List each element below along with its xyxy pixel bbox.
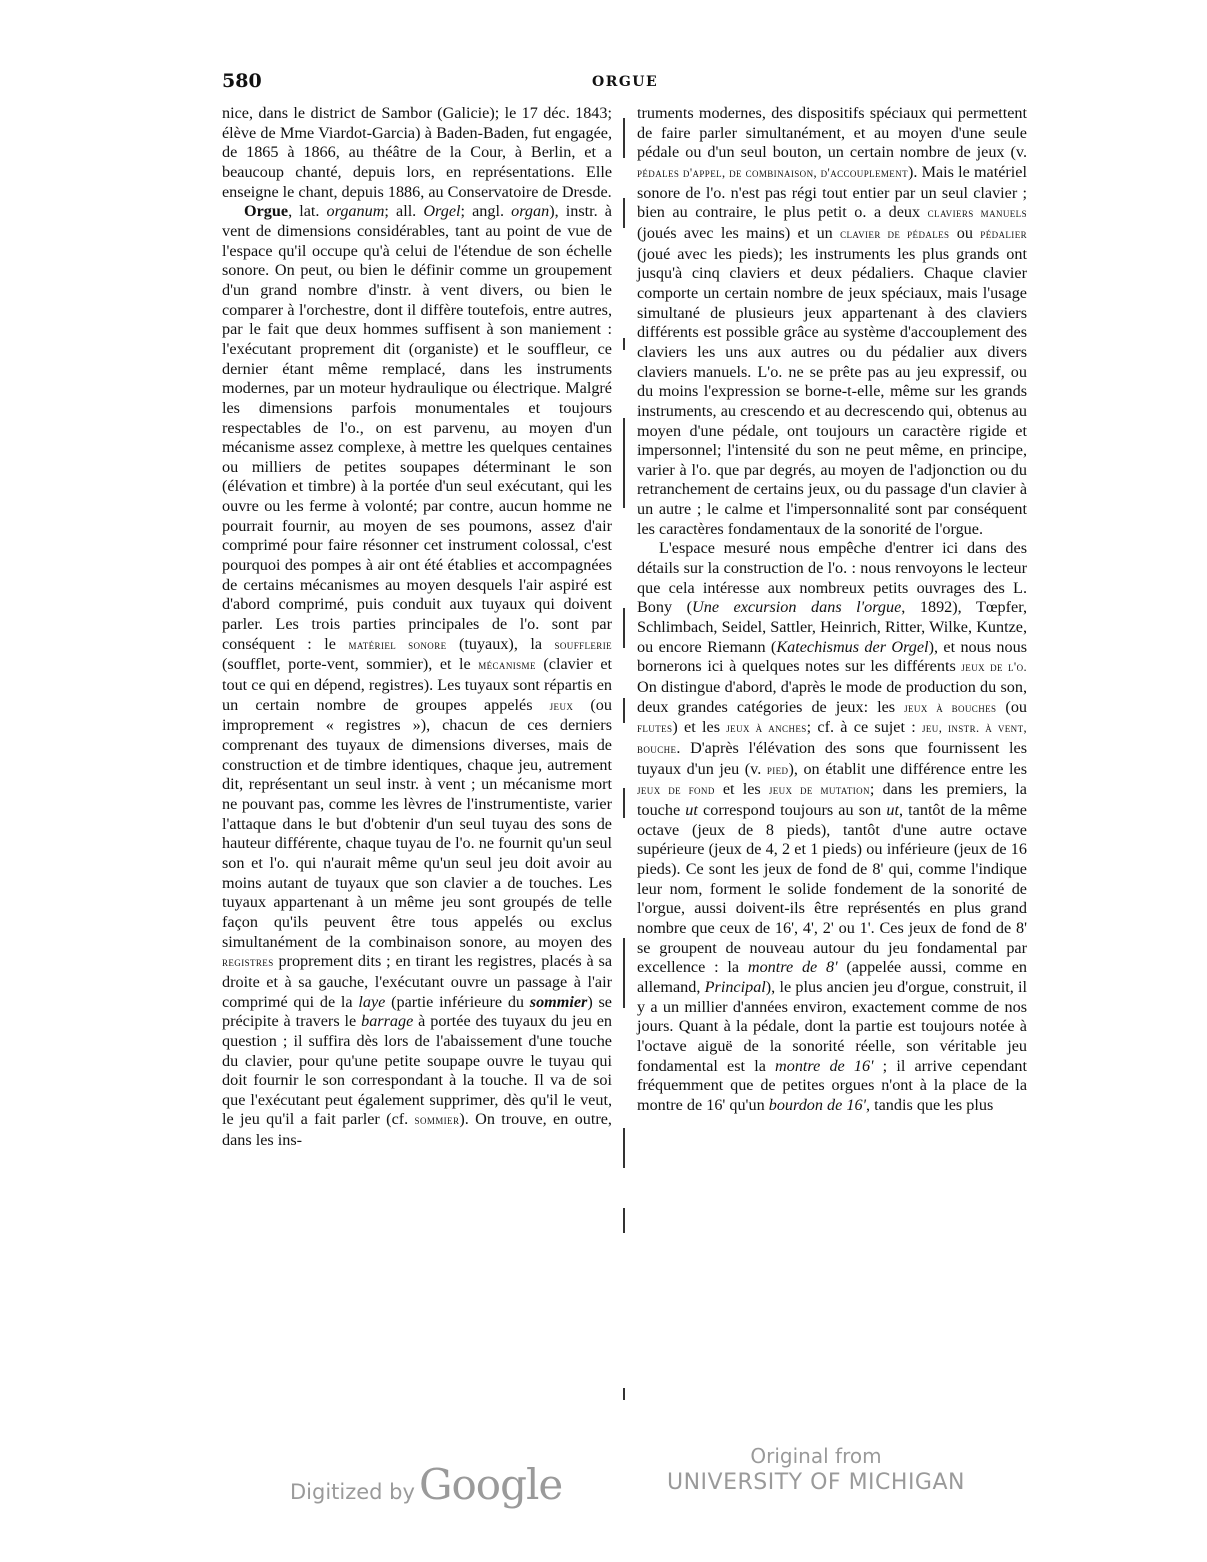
paragraph-jeux [637, 539, 1027, 1115]
cross-ref: mécanisme [478, 658, 536, 673]
cross-ref: registres [222, 955, 274, 970]
italic-term: sommier [529, 992, 588, 1011]
text-run: L'espace mesuré nous empêche d'entrer ici dans des détails sur la construction de l'o. : nous renvoyons le lecteur que cela intéresse aux nombreux petits ouvrages des L. Bony ( [637, 539, 1027, 617]
running-head: ORGUE [592, 74, 659, 90]
text-run: , 1892), Tœpfer, Schlimbach, Seidel, Sattler, Heinrich, Ritter, Wilke, Kuntze, ou encore Riemann ( [637, 598, 1028, 656]
page-header [222, 70, 1030, 100]
text-run: et les [714, 780, 769, 799]
text-run: . D'après l'élévation des sons que fournissent les tuyaux d'un jeu (v. [637, 739, 1027, 778]
text-run: (tuyaux), la [446, 634, 555, 653]
cross-ref: soufflerie [554, 637, 613, 652]
text-run: ), et nous nous bornerons ici à quelques notes sur les différents [637, 637, 1027, 676]
cross-ref: clavier de pédales [840, 226, 950, 241]
text-run: On distingue d'abord, d'après le mode de production du son, deux grandes catégories de jeux: les [637, 678, 1027, 716]
text-run: ), le plus ancien jeu d'orgue, construit, il y a un millier d'années environ, exactement comme de nos jours. Quant à la pédale, dont la partie est toujours notée à l'octave aiguë de la sonorité réelle, son véritable jeu fondamental est la [637, 977, 1028, 1075]
paragraph-orgue-definition [222, 202, 612, 1151]
text-run: proprement dits ; en tirant les registres, placés à sa droite et à sa gauche, l'exécutant ouvre un passage à l'air comprimé qui de la [222, 952, 612, 1011]
book-title: Katechismus der Orgel [776, 637, 929, 656]
original-from-label: Original from [750, 1444, 882, 1468]
text-run: ; angl. [460, 202, 512, 221]
text-run: , tantôt de la même octave (jeux de 8 pieds), tantôt d'une autre octave supérieure (jeux de 4, 2 et 1 pieds) ou inférieure (jeux de 16 pieds). Ce sont les jeux de fond de 8' qui, comme l'indique leur nom, forment le solide fondement de la sonorité de l'orgue, aussi doivent-ils être représentés en plus grand nombre que ceux de 16', 4', 2' ou 1'. Ces jeux de fond de 8' se groupent de nouveau autour du jeu fondamental par excellence : la [637, 800, 1027, 977]
text-run: correspond toujours au son [697, 800, 887, 819]
text-run: (joué avec les pieds); les instruments les plus grands ont jusqu'à cinq claviers et deux pédaliers. Chaque clavier comporte un certain nombre de jeux spéciaux, mais l'usage simultané de plusieurs jeux appartenant à des claviers différents est possible grâce au système d'accouplement des claviers les uns aux autres ou du pédalier aux divers claviers manuels. L'o. ne se prête pas au jeu expressif, ou du moins l'expression se borne-t-elle, même sur les grands instruments, au crescendo et au decrescendo qui, obtenus au moyen d'une pédale, ont toujours un caractère rigide et impersonnel; l'intensité du son ne peut même, en principe, varier à l'o. que par degrés, au moyen de l'adjonction ou du retranchement de certains jeux, ou du passage d'un clavier à un autre ; le calme et l'impersonnalité sont par conséquent les caractères fondamentaux de la sonorité de l'orgue. [637, 244, 1027, 538]
cross-ref: jeux de mutation [768, 783, 870, 798]
text-run: ; il arrive cependant fréquemment que de petites orgues n'ont à la place de la montre de 16' qu'un [637, 1056, 1027, 1114]
google-attribution [290, 1460, 562, 1509]
italic-term: montre de 8' [747, 958, 838, 977]
right-column [637, 104, 1027, 1115]
digitized-by-label: Digitized by [290, 1480, 415, 1504]
text-run: (ou [996, 697, 1028, 716]
cross-ref: jeux à anches [726, 721, 807, 736]
digitization-watermark [0, 1438, 1207, 1508]
text-run: (clavier et tout ce qui en dépend, registres). Les tuyaux sont répartis en un certain nombre de groupes appelés [222, 655, 612, 714]
text-run: (joués avec les mains) et un [637, 223, 841, 242]
english-term: organ [511, 202, 550, 221]
italic-term: ut [685, 800, 698, 819]
cross-ref: pédales d'appel, de combinaison, d'accouplement [637, 165, 908, 180]
book-title: Une excursion dans l'orgue [692, 598, 902, 617]
text-run: ; dans les premiers, la touche [637, 780, 1027, 819]
cross-ref: jeu, instr. à vent, bouche [637, 721, 1027, 756]
text-run: ; all. [384, 202, 424, 221]
cross-ref: pied [766, 762, 789, 777]
italic-term: bourdon de 16' [768, 1095, 867, 1114]
text-run: , tandis que les plus [866, 1095, 994, 1114]
column-gutter-rule [623, 108, 625, 1408]
italic-term: montre de 16' [775, 1056, 874, 1075]
page-number: 580 [222, 70, 262, 92]
cross-ref: jeux à bouches [904, 700, 997, 715]
text-run: truments modernes, des dispositifs spéciaux qui permettent de faire parler simultanément, et au moyen d'une seule pédale ou d'un seul bouton, un certain nombre de jeux (v. [637, 104, 1027, 162]
cross-ref: flutes [637, 721, 673, 736]
text-run: ), instr. à vent de dimensions considérables, tant au point de vue de l'espace qu'il occupe qu'à celui de l'étendue de son échelle sonore. On peut, ou bien le définir comme un groupement d'un grand nombre d'instr. à vent divers, ou bien le comparer à l'orchestre, dont il diffère toutefois, entre autres, par le fait que deux hommes suffisent à son maniement : l'exécutant proprement dit (organiste) et le souffleur, ce dernier étant même remplacé, dans les instruments modernes, par un moteur hydraulique ou électrique. Malgré les dimensions parfois monumentales et toujours respectables de l'o., on est parvenu, au moyen d'un mécanisme assez complexe, à mettre les quelques centaines ou milliers de petites soupapes déterminant le son (élévation et timbre) à la portée d'un seul exécutant, qui les ouvre ou les ferme à volonté; par contre, aucun homme ne pourrait fournir, au moyen de ses poumons, assez d'air comprimé pour faire résonner cet instrument colossal, c'est pourquoi des pompes à air ont été établies et accompagnées de certains mécanismes au moyen desquels l'air aspiré est d'abord comprimé, puis conduit aux tuyaux qui doivent parler. Les trois parties principales de l'o. sont par conséquent : le [222, 202, 612, 653]
text-run: (ou improprement « registres »), chacun de ces derniers comprenant des tuyaux de dimensions diverses, mais de construction et de timbre identiques, chaque jeu, autrement dit, représentant un seul instr. à vent ; un mécanisme mort ne pouvant pas, comme les lèvres de l'instrumentiste, varier l'attaque dans le but d'obtenir d'un seul tuyau des sons de hauteur différente, chaque tuyau de l'o. ne fournit qu'un seul son et l'o. qui n'aurait même qu'un seul jeu doit avoir au moins autant de tuyaux que son clavier a de touches. Les tuyaux appartenant à un même jeu sont groupés de telle façon qu'ils peuvent être tous appelés ou exclus simultanément de la combinaison sonore, au moyen des [222, 695, 612, 951]
text-run: ou [949, 223, 981, 242]
university-label: UNIVERSITY OF MICHIGAN [667, 1470, 965, 1495]
text-run: ; cf. à ce sujet : [806, 718, 922, 737]
text-run: ). Mais le matériel sonore de l'o. n'est pas régi tout entier par un seul clavier ; bien au contraire, le plus petit o. a deux [637, 162, 1027, 222]
german-term: Orgel [423, 202, 461, 221]
cross-ref: sommier [414, 1113, 460, 1128]
google-logo: Google [418, 1460, 563, 1509]
entry-headword: Orgue [244, 202, 289, 221]
text-run: ) se précipite à travers le [222, 992, 612, 1031]
paragraph-bio-end: nice, dans le district de Sambor (Galicie); le 17 déc. 1843; élève de Mme Viardot-Garcia) à Baden-Baden, fut engagée, de 1865 à 1866, au théâtre de la Cour, à Berlin, et a beaucoup chanté, depuis lors, en représentations. Elle enseigne le chant, depuis 1886, au Conservatoire de Dresde. [222, 104, 612, 201]
cross-ref: jeux de fond [637, 783, 715, 798]
text-run: ). On trouve, en outre, dans les ins- [222, 1110, 612, 1150]
italic-term: ut [886, 800, 899, 819]
cross-ref: claviers manuels [927, 206, 1027, 221]
cross-ref: jeux de l'o. [961, 660, 1028, 675]
text-run: (appelée aussi, comme en allemand, [637, 958, 1027, 996]
italic-term: barrage [361, 1012, 414, 1031]
latin-term: organum [326, 202, 385, 221]
paragraph-claviers [637, 104, 1027, 539]
text-run: (partie inférieure du [385, 992, 530, 1011]
text-run: , lat. [288, 202, 327, 221]
cross-ref: jeux [549, 698, 574, 713]
text-run: ) et les [672, 718, 727, 737]
cross-ref: pédalier [980, 226, 1027, 241]
source-attribution [667, 1444, 965, 1495]
text-run: (soufflet, porte-vent, sommier), et le [222, 655, 479, 674]
left-column [222, 104, 612, 1151]
text-run: à portée des tuyaux du jeu en question ; il suffira dès lors de l'abaissement d'une touche du clavier, pour qu'une petite soupape ouvre le tuyau qui doit fournir le son correspondant à la touche. Il va de soi que l'exécutant peut également supprimer, dès qu'il le veut, le jeu qu'il a fait parler (cf. [222, 1012, 612, 1129]
italic-term: Principal [704, 977, 766, 996]
text-run: ), on établit une différence entre les [788, 759, 1027, 778]
italic-term: laye [358, 992, 386, 1011]
cross-ref: matériel sonore [348, 637, 447, 652]
